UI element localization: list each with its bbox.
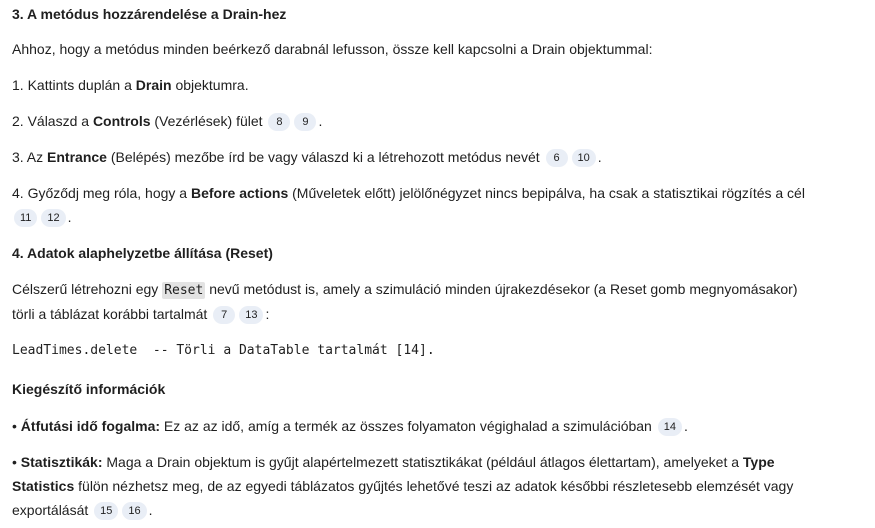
step-4-bold: Before actions bbox=[191, 185, 289, 201]
citation-chip[interactable]: 13 bbox=[239, 306, 263, 324]
section-4-paragraph-line2 bbox=[12, 304, 835, 324]
step-4-text: 4. Győződj meg róla, hogy a bbox=[12, 185, 191, 201]
citation-chip[interactable]: 12 bbox=[41, 209, 65, 227]
citation-chip[interactable]: 15 bbox=[94, 502, 118, 520]
step-3-text: 3. Az bbox=[12, 149, 48, 165]
bullet-statistics bbox=[12, 452, 835, 472]
bullet-2-period: . bbox=[148, 502, 153, 518]
step-3-text-end: (Belépés) mezőbe írd be vagy válaszd ki a létrehozott metódus nevét bbox=[106, 149, 540, 165]
bullet-dot: • bbox=[12, 418, 21, 434]
section-3-heading: 3. A metódus hozzárendelése a Drain-hez bbox=[12, 6, 287, 22]
section-4-text-end: törli a táblázat korábbi tartalmát bbox=[12, 306, 208, 322]
step-4-citations bbox=[12, 207, 835, 227]
citation-chip[interactable]: 11 bbox=[14, 209, 37, 227]
step-2 bbox=[12, 111, 835, 131]
step-3 bbox=[12, 147, 835, 167]
citation-chip[interactable]: 8 bbox=[268, 113, 290, 131]
inline-code-reset: Reset bbox=[164, 283, 204, 298]
section-4-text: Célszerű létrehozni egy bbox=[12, 281, 163, 297]
citation-chip[interactable]: 10 bbox=[572, 149, 596, 167]
step-1 bbox=[12, 75, 835, 95]
step-1-bold: Drain bbox=[135, 77, 172, 93]
section-4-heading: 4. Adatok alaphelyzetbe állítása (Reset) bbox=[12, 245, 273, 261]
step-4-period: . bbox=[67, 209, 72, 225]
step-4 bbox=[12, 183, 835, 203]
bullet-2-bold-statistics: Statistics bbox=[12, 478, 75, 494]
section-4-text-cont: nevű metódust is, amely a szimuláció minden újrakezdésekor (a Reset gomb megnyomásakor) bbox=[205, 281, 798, 297]
bullet-dot: • bbox=[12, 454, 21, 470]
bullet-1-text: Ez az az idő, amíg a termék az összes folyamaton végighalad a szimulációban bbox=[160, 418, 652, 434]
citation-chip[interactable]: 9 bbox=[294, 113, 316, 131]
step-2-text-end: (Vezérlések) fület bbox=[150, 113, 263, 129]
citation-chip[interactable]: 16 bbox=[122, 502, 146, 520]
bullet-statistics-line2 bbox=[12, 476, 835, 496]
step-3-period: . bbox=[597, 149, 602, 165]
bullet-2-bold: Statisztikák: bbox=[20, 454, 103, 470]
bullet-1-period: . bbox=[683, 418, 688, 434]
section-4-paragraph bbox=[12, 279, 835, 301]
bullet-lead-time bbox=[12, 416, 835, 436]
extra-heading: Kiegészítő információk bbox=[12, 381, 166, 397]
citation-chip[interactable]: 6 bbox=[546, 149, 568, 167]
citation-chip[interactable]: 14 bbox=[658, 418, 682, 436]
bullet-2-bold-type: Type bbox=[742, 454, 775, 470]
step-2-period: . bbox=[318, 113, 323, 129]
citation-chip[interactable]: 7 bbox=[213, 306, 235, 324]
step-1-text: 1. Kattints duplán a bbox=[12, 77, 136, 93]
code-line: LeadTimes.delete -- Törli a DataTable tartalmát [14]. bbox=[12, 343, 435, 358]
step-2-text: 2. Válaszd a bbox=[12, 113, 93, 129]
section-3-intro: Ahhoz, hogy a metódus minden beérkező darabnál lefusson, össze kell kapcsolni a Drain objektummal: bbox=[12, 41, 653, 57]
bullet-statistics-line3 bbox=[12, 500, 835, 520]
step-2-bold: Controls bbox=[92, 113, 151, 129]
section-4-colon: : bbox=[265, 306, 270, 322]
step-3-bold: Entrance bbox=[47, 149, 107, 165]
bullet-2-text: Maga a Drain objektum is gyűjt alapértelmezett statisztikákat (például átlagos élettartam), amelyeket a bbox=[102, 454, 743, 470]
bullet-1-bold: Átfutási idő fogalma: bbox=[20, 418, 161, 434]
step-4-text-end: (Műveletek előtt) jelölőnégyzet nincs bepipálva, ha csak a statisztikai rögzítés a cél bbox=[288, 185, 805, 201]
bullet-2-text-end: exportálását bbox=[12, 502, 89, 518]
step-1-text-end: objektumra. bbox=[171, 77, 249, 93]
bullet-2-text-cont: fülön nézhetsz meg, de az egyedi táblázatos gyűjtés lehetővé teszi az adatok későbbi részletesebb elemzését vagy bbox=[74, 478, 794, 494]
